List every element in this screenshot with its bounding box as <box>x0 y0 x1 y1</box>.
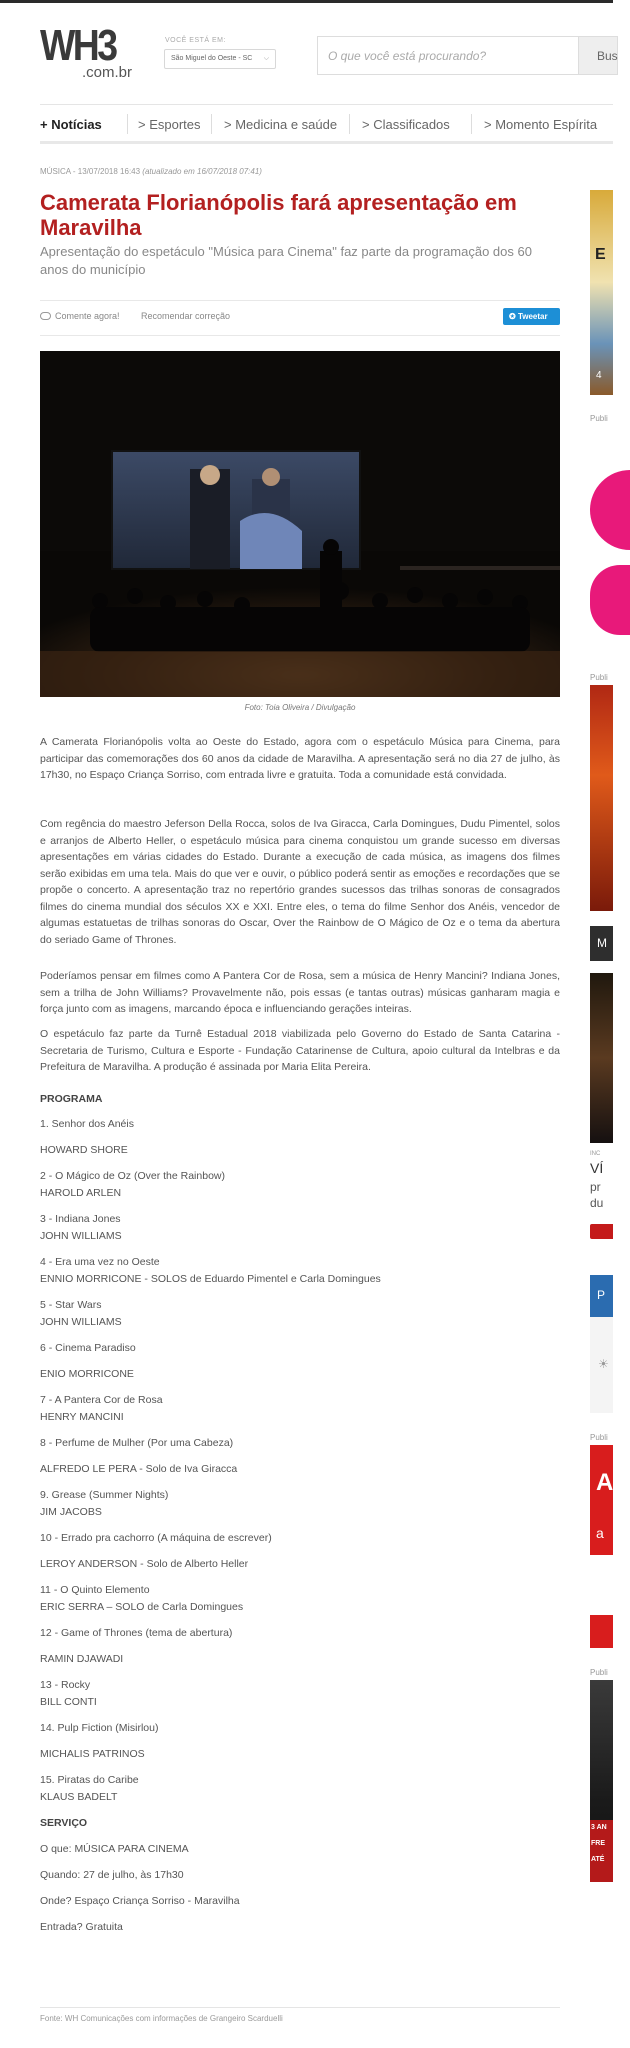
program-line: 10 - Errado pra cachorro (A máquina de escrever) <box>40 1532 272 1544</box>
nav-item-medicina[interactable]: > Medicina e saúde <box>224 117 338 132</box>
program-line: 12 - Game of Thrones (tema de abertura) <box>40 1627 233 1639</box>
program-line: 7 - A Pantera Cor de Rosa <box>40 1394 163 1406</box>
program-line: 3 - Indiana Jones <box>40 1213 121 1225</box>
service-line: Onde? Espaço Criança Sorriso - Maravilha <box>40 1895 240 1907</box>
comment-link[interactable] <box>40 311 120 321</box>
sidebar-ad-banner[interactable] <box>590 685 613 911</box>
program-heading: PROGRAMA <box>40 1093 103 1105</box>
divider <box>40 2007 560 2008</box>
ad-text: a <box>596 1525 604 1541</box>
weather-icon: ☀ <box>598 1357 609 1371</box>
nav-divider <box>127 114 128 134</box>
program-line: LEROY ANDERSON - Solo de Alberto Heller <box>40 1558 249 1570</box>
site-logo[interactable] <box>40 21 133 81</box>
twitter-icon: ✪ <box>509 312 516 321</box>
sidebar-news-title[interactable]: VÍ <box>590 1160 604 1176</box>
sidebar-news-image[interactable] <box>590 973 613 1143</box>
divider <box>40 335 560 336</box>
program-line: 13 - Rocky <box>40 1679 91 1691</box>
service-line: O que: MÚSICA PARA CINEMA <box>40 1843 189 1855</box>
program-line: 2 - O Mágico de Oz (Over the Rainbow) <box>40 1170 225 1182</box>
sidebar-widget-header <box>590 1275 613 1317</box>
program-line: 14. Pulp Fiction (Misirlou) <box>40 1722 159 1734</box>
comment-icon <box>40 312 51 320</box>
sidebar-ad-banner[interactable] <box>590 1680 613 1882</box>
program-line: 6 - Cinema Paradiso <box>40 1342 136 1354</box>
nav-divider <box>349 114 350 134</box>
article-paragraph: O espetáculo faz parte da Turnê Estadual 2018 viabilizada pelo Governo do Estado de Santa Catarina - Secretaria de Turismo, Cultura e Esporte - Fundação Catarinense de Cultura, apoio cultural da Intelbras e da Prefeitura de Maravilha. A produção é assinada por Maria Elita Pereira. <box>40 1028 560 1073</box>
ad-text: FRE <box>591 1840 605 1847</box>
chevron-down-icon: ⌵ <box>263 55 269 62</box>
service-heading: SERVIÇO <box>40 1817 88 1829</box>
nav-item-noticias[interactable]: + Notícias <box>40 117 102 132</box>
article-source: Fonte: WH Comunicações com informações de Grangeiro Scarduelli <box>40 2014 283 2023</box>
sidebar-news-text: du <box>590 1196 604 1210</box>
program-line: 1. Senhor dos Anéis <box>40 1118 134 1130</box>
sidebar-news-tag: INC <box>590 1151 601 1157</box>
program-line: RAMIN DJAWADI <box>40 1653 124 1665</box>
program-line: JOHN WILLIAMS <box>40 1230 122 1242</box>
concert-photo-illustration <box>40 351 560 697</box>
main-nav <box>40 104 613 144</box>
program-line: ENIO MORRICONE <box>40 1368 134 1380</box>
tweet-button[interactable] <box>503 308 560 325</box>
comment-link-label: Comente agora! <box>55 311 120 321</box>
ad-text: 3 AN <box>591 1824 607 1831</box>
program-line: 15. Piratas do Caribe <box>40 1774 139 1786</box>
recommend-correction-link[interactable]: Recomendar correção <box>141 311 231 321</box>
sidebar-news-button[interactable] <box>590 1224 613 1239</box>
ad-text: E <box>595 246 606 263</box>
location-value: São Miguel do Oeste - SC <box>171 55 253 62</box>
program-line: HAROLD ARLEN <box>40 1187 122 1199</box>
article-subtitle: Apresentação do espetáculo "Música para Cinema" faz parte da programação dos 60 anos do município <box>40 244 532 277</box>
nav-divider <box>211 114 212 134</box>
sidebar-ad-banner[interactable] <box>590 425 613 651</box>
nav-divider <box>471 114 472 134</box>
sidebar-widget-body <box>590 1317 613 1413</box>
program-line: ALFREDO LE PERA - Solo de Iva Giracca <box>40 1463 238 1475</box>
ad-label: Publi <box>590 1433 608 1442</box>
location-label: VOCÊ ESTÁ EM: <box>165 37 226 44</box>
ad-text: A <box>596 1469 614 1496</box>
program-line: ERIC SERRA – SOLO de Carla Domingues <box>40 1601 244 1613</box>
sidebar-ad-banner[interactable] <box>590 1445 613 1648</box>
ad-text: ATÉ <box>591 1856 605 1863</box>
ad-label: Publi <box>590 673 608 682</box>
program-line: HENRY MANCINI <box>40 1411 124 1423</box>
ad-shape <box>590 565 630 635</box>
ad-text: 4 <box>596 370 602 381</box>
sidebar-widget-title: P <box>597 1288 606 1302</box>
nav-item-classificados[interactable]: > Classificados <box>362 117 450 132</box>
sidebar-box-title: M <box>597 936 607 950</box>
program-line: 5 - Star Wars <box>40 1299 102 1311</box>
tweet-button-label: Tweetar <box>517 312 548 321</box>
program-line: JIM JACOBS <box>40 1506 102 1518</box>
ad-shape <box>590 470 630 550</box>
ad-label: Publi <box>590 1668 608 1677</box>
ad-label: Publi <box>590 414 608 423</box>
program-line: HOWARD SHORE <box>40 1144 128 1156</box>
program-line: MICHALIS PATRINOS <box>40 1748 145 1760</box>
location-select[interactable] <box>164 49 276 69</box>
article-updated: (atualizado em 16/07/2018 07:41) <box>142 167 262 176</box>
program-line: JOHN WILLIAMS <box>40 1316 122 1328</box>
article-paragraph: Poderíamos pensar em filmes como A Pantera Cor de Rosa, sem a música de Henry Mancini? Indiana Jones, sem a trilha de John Williams? Provavelmente não, pois essas (e tantas outras) músicas ganharam magia e força junto com as imagens, marcando época e influenciando gerações inteiras. <box>40 970 560 1015</box>
program-line: ENNIO MORRICONE - SOLOS de Eduardo Pimentel e Carla Domingues <box>40 1273 381 1285</box>
program-line: BILL CONTI <box>40 1696 97 1708</box>
program-line: 11 - O Quinto Elemento <box>40 1584 150 1596</box>
search-button[interactable]: Bus <box>578 36 618 75</box>
article-paragraph: Com regência do maestro Jeferson Della Rocca, solos de Iva Giracca, Carla Domingues, Dudu Pimentel, solos e arranjos de Alberto Heller, o espetáculo música para cinema conquistou um grande sucesso em diversas apresentações em várias cidades do Estado. Durante a execução de cada música, as imagens dos filmes serão exibidas em uma tela. Mais do que ver e ouvir, o público poderá sentir as emoções e recordações que se propõe o concerto. A apresentação traz no repertório grandes sucessos das trilhas sonoras de consagrados filmes do cinema mundial dos séculos XX e XXI. Entre eles, o tema do filme Senhor dos Anéis, vencedor de algumas estatuetas de trilhas sonoras do Oscar, Over the Rainbow de O Mágico de Oz e o tema da abertura do seriado Game of Thrones. <box>40 818 560 946</box>
nav-item-momento-espirita[interactable]: > Momento Espírita <box>484 117 598 132</box>
photo-caption: Foto: Toia Oliveira / Divulgação <box>244 703 356 712</box>
ad-shape <box>590 1555 613 1615</box>
logo-domain: .com.br <box>82 64 133 81</box>
program-line: 9. Grease (Summer Nights) <box>40 1489 169 1501</box>
sidebar-news-text: pr <box>590 1180 601 1194</box>
search-input[interactable]: O que você está procurando? <box>317 36 579 75</box>
nav-item-esportes[interactable]: > Esportes <box>138 117 201 132</box>
program-line: 8 - Perfume de Mulher (Por uma Cabeza) <box>40 1437 234 1449</box>
article-photo[interactable] <box>40 351 560 697</box>
program-line: KLAUS BADELT <box>40 1791 118 1803</box>
service-line: Quando: 27 de julho, às 17h30 <box>40 1869 184 1881</box>
article-title: Camerata Florianópolis fará apresentação em Maravilha <box>40 190 517 240</box>
article-category-date: MÚSICA - 13/07/2018 16:43 <box>40 167 141 176</box>
article-meta <box>40 167 262 176</box>
divider <box>40 300 560 301</box>
top-bar <box>0 0 613 3</box>
service-line: Entrada? Gratuita <box>40 1921 123 1933</box>
sidebar-ad-banner[interactable] <box>590 190 613 395</box>
sidebar-box-header <box>590 926 613 961</box>
program-line: 4 - Era uma vez no Oeste <box>40 1256 160 1268</box>
article-paragraph: A Camerata Florianópolis volta ao Oeste do Estado, agora com o espetáculo Música para Cinema, para participar das comemorações dos 60 anos da cidade de Maravilha. A apresentação será no dia 27 de julho, às 17h30, no Espaço Criança Sorriso, com entrada livre e gratuita. Toda a comunidade está convidada. <box>40 736 560 781</box>
logo-main: WH3 <box>40 21 116 70</box>
